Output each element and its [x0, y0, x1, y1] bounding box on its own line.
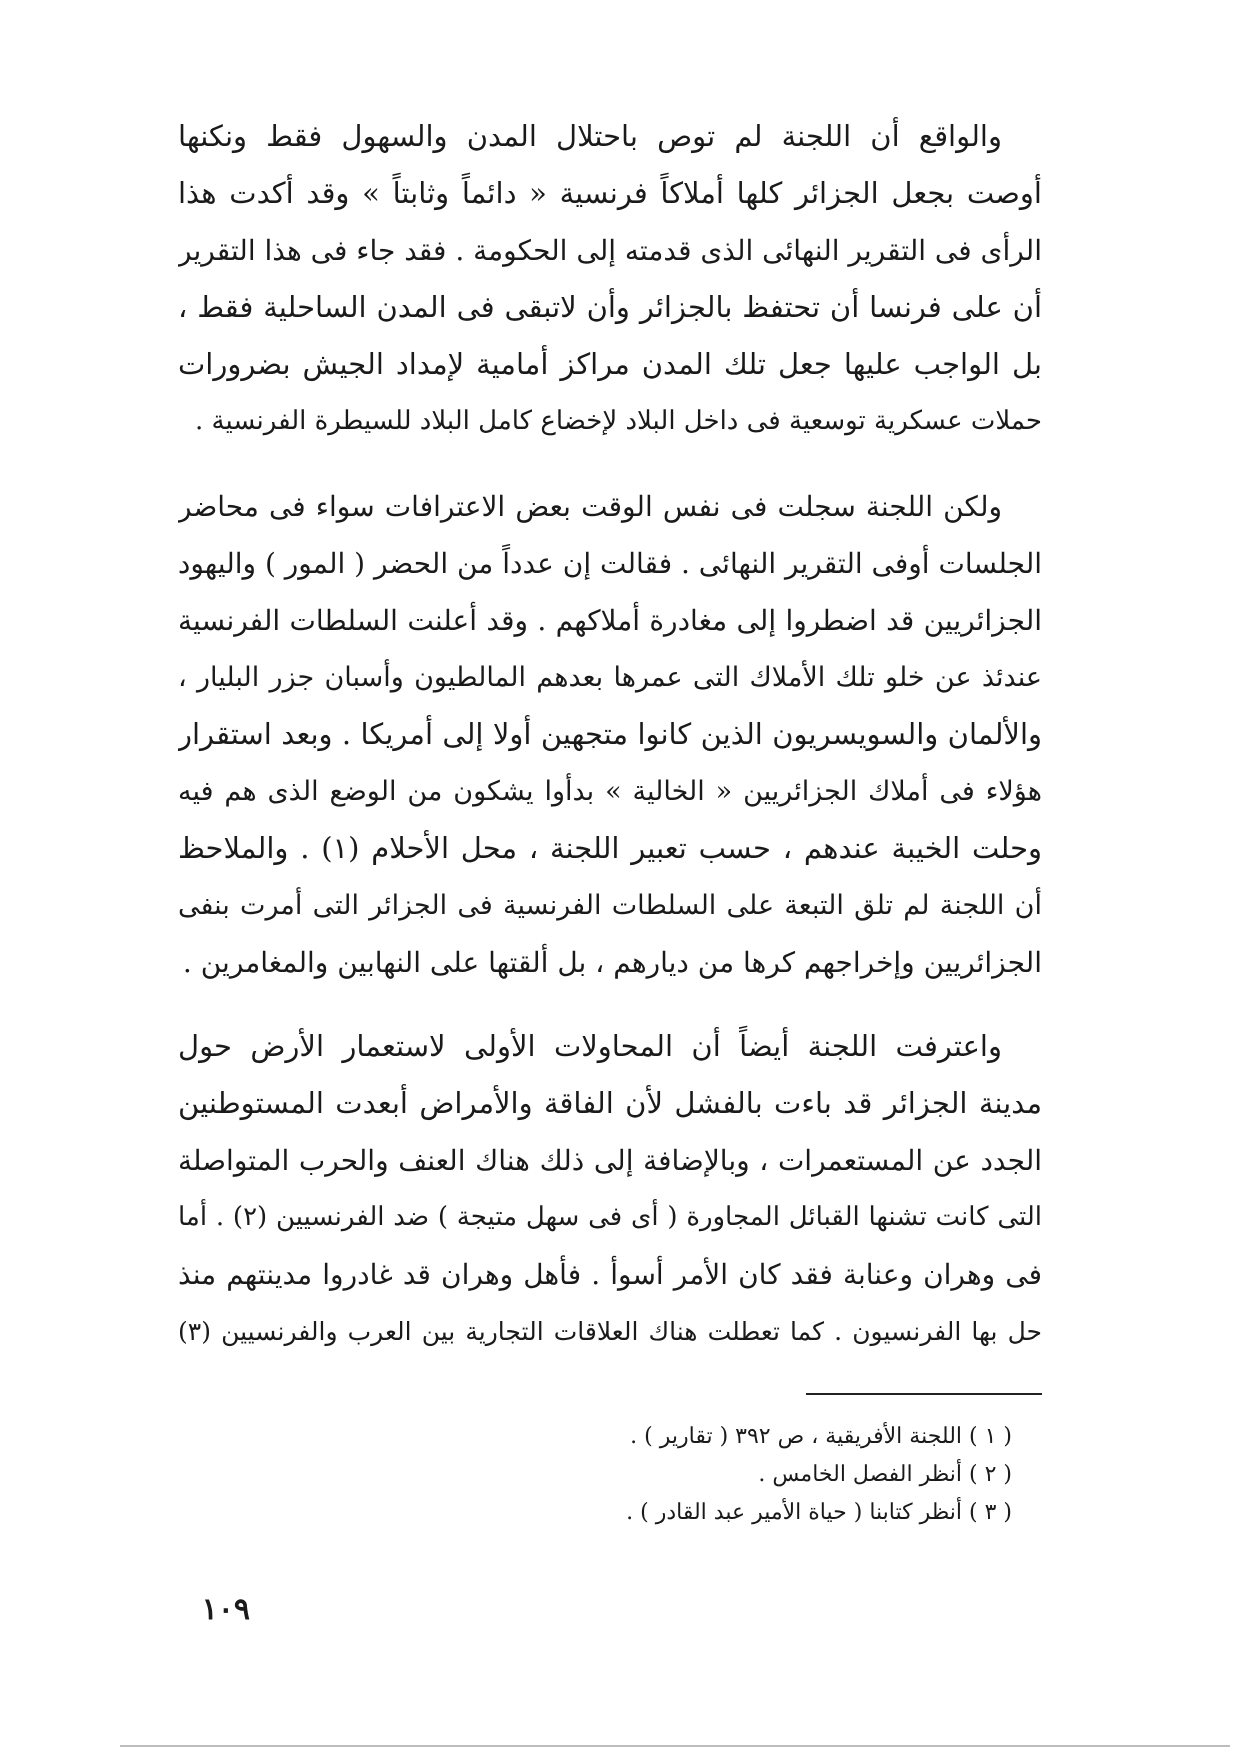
- text-line: حل بها الفرنسيون . كما تعطلت هناك العلاقات التجارية بين العرب والفرنسيين (٣): [178, 1317, 1042, 1346]
- footnote-3: ( ٣ ) أنظر كتابنا ( حياة الأمير عبد القادر ) .: [626, 1500, 1012, 1525]
- text-line: عندئذ عن خلو تلك الأملاك التى عمرها بعدهم المالطيون وأسبان جزر البليار ،: [178, 662, 1042, 693]
- text-line: مدينة الجزائر قد باءت بالفشل لأن الفاقة والأمراض أبعدت المستوطنين: [178, 1086, 1042, 1120]
- footnotes: [178, 1418, 1042, 1532]
- text-line: الجلسات أوفى التقرير النهائى . فقالت إن عدداً من الحضر ( المور ) واليهود: [178, 547, 1042, 580]
- text-line: واعترفت اللجنة أيضاً أن المحاولات الأولى لاستعمار الأرض حول: [178, 1029, 1002, 1063]
- text-line: التى كانت تشنها القبائل المجاورة ( أى فى سهل متيجة ) ضد الفرنسيين (٢) . أما: [178, 1202, 1042, 1232]
- paragraph-3: [178, 1018, 1042, 1360]
- text-line: الجزائريين قد اضطروا إلى مغادرة أملاكهم . وقد أعلنت السلطات الفرنسية: [178, 604, 1042, 637]
- text-line: بل الواجب عليها جعل تلك المدن مراكز أمامية لإمداد الجيش بضرورات: [178, 347, 1042, 381]
- text-line: والواقع أن اللجنة لم توص باحتلال المدن والسهول فقط ونكنها: [178, 119, 1002, 153]
- text-line: أن اللجنة لم تلق التبعة على السلطات الفرنسية فى الجزائر التى أمرت بنفى: [178, 890, 1042, 921]
- text-line: أن على فرنسا أن تحتفظ بالجزائر وأن لاتبقى فى المدن الساحلية فقط ،: [178, 290, 1042, 324]
- text-line: هؤلاء فى أملاك الجزائريين « الخالية » بدأوا يشكون من الوضع الذى هم فيه: [178, 776, 1042, 807]
- text-line: والألمان والسويسريون الذين كانوا متجهين أولا إلى أمريكا . وبعد استقرار: [178, 717, 1042, 751]
- paragraph-1: [178, 108, 1042, 450]
- text-line: الجدد عن المستعمرات ، وبالإضافة إلى ذلك هناك العنف والحرب المتواصلة: [178, 1144, 1042, 1177]
- page-bottom-divider: [120, 1745, 1230, 1747]
- footnote-2: ( ٢ ) أنظر الفصل الخامس .: [758, 1462, 1012, 1487]
- text-line: فى وهران وعنابة فقد كان الأمر أسوأ . فأهل وهران قد غادروا مدينتهم منذ: [178, 1258, 1042, 1291]
- text-line: الرأى فى التقرير النهائى الذى قدمته إلى الحكومة . فقد جاء فى هذا التقرير: [178, 234, 1042, 267]
- page-number: ١٠٩: [201, 1592, 250, 1627]
- paragraph-2: [178, 478, 1042, 991]
- footnote-divider: [806, 1393, 1042, 1395]
- text-line: أوصت بجعل الجزائر كلها أملاكاً فرنسية « دائماً وثابتاً » وقد أكدت هذا: [178, 176, 1042, 210]
- text-line: حملات عسكرية توسعية فى داخل البلاد لإخضاع كامل البلاد للسيطرة الفرنسية .: [195, 406, 1042, 436]
- text-line: الجزائريين وإخراجهم كرها من ديارهم ، بل ألقتها على النهابين والمغامرين .: [182, 946, 1042, 979]
- text-line: وحلت الخيبة عندهم ، حسب تعبير اللجنة ، محل الأحلام (١) . والملاحظ: [178, 831, 1042, 865]
- text-line: ولكن اللجنة سجلت فى نفس الوقت بعض الاعترافات سواء فى محاضر: [178, 490, 1002, 523]
- footnote-1: ( ١ ) اللجنة الأفريقية ، ص ٣٩٢ ( تقارير ) .: [630, 1424, 1012, 1449]
